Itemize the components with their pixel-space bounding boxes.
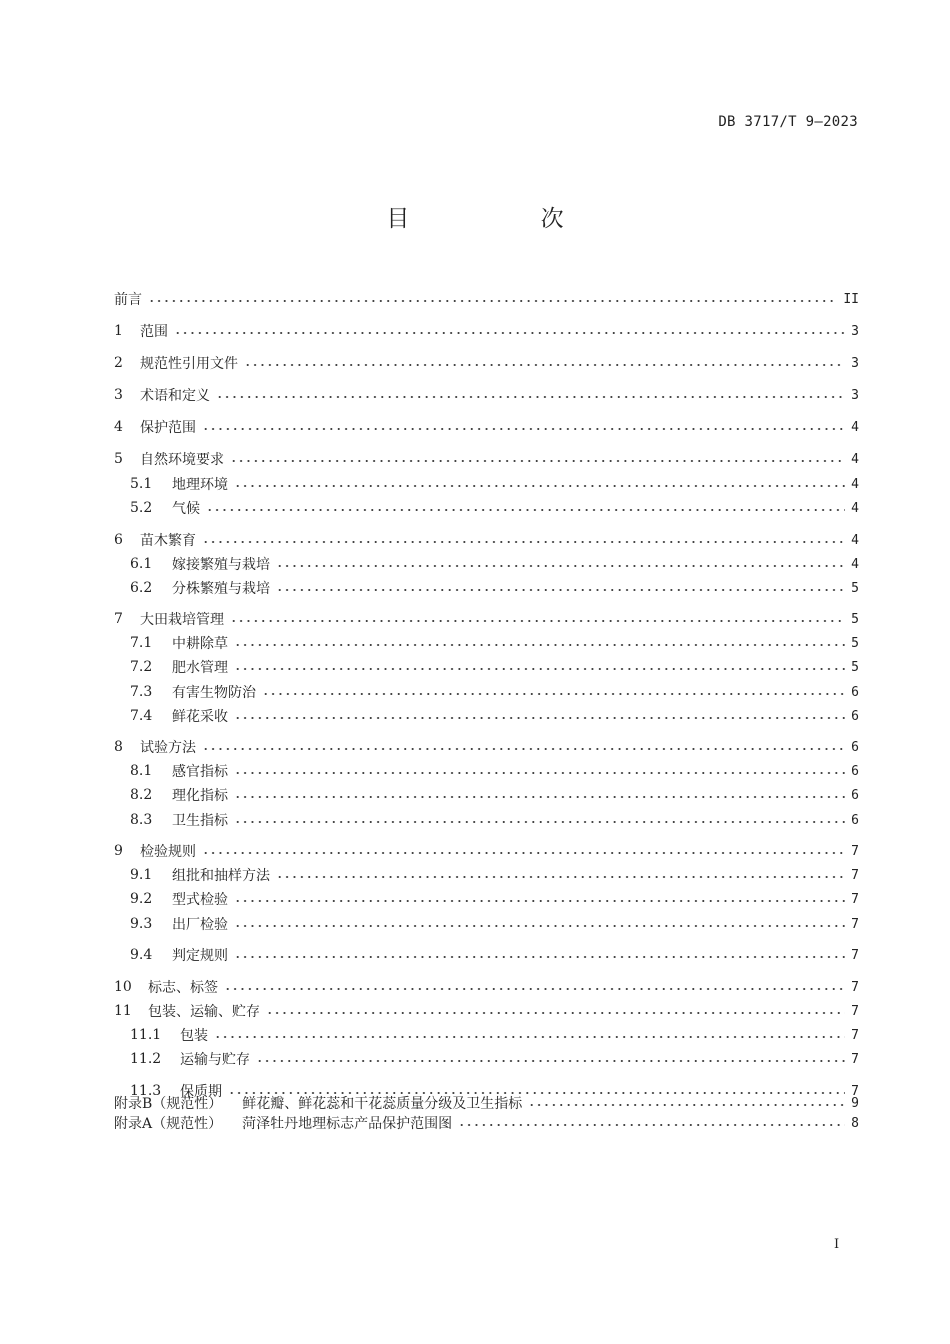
toc-entry[interactable] [114, 1000, 859, 1022]
toc-leader-dots [202, 748, 845, 750]
toc-entry-page: II [843, 291, 859, 307]
toc-entry-title: 地理环境 [172, 477, 228, 493]
toc-entry-number: 7.4 [130, 708, 153, 724]
toc-entry-number: 8.3 [130, 812, 153, 828]
toc-entry-number: 6.2 [130, 580, 153, 596]
toc-entry-page: 7 [851, 1003, 859, 1019]
toc-entry-number: 8.2 [130, 787, 153, 803]
toc-entry-page: 7 [851, 1027, 859, 1043]
toc-entry-title: 自然环境要求 [140, 452, 224, 468]
toc-entry-title: 前言 [114, 292, 142, 308]
toc-entry-page: 6 [851, 684, 859, 700]
toc-entry-number: 9.4 [130, 947, 153, 963]
toc-entry-number: 2 [114, 355, 123, 371]
toc-entry-page: 6 [851, 787, 859, 803]
toc-leader-dots [276, 589, 845, 591]
toc-entry-number: 8.1 [130, 763, 153, 779]
toc-leader-dots [216, 396, 845, 398]
page-number: I [834, 1237, 840, 1252]
toc-entry-title: 卫生指标 [172, 813, 228, 829]
toc-entry-number: 11.3 [130, 1083, 162, 1099]
toc-entry-page: 4 [851, 556, 859, 572]
toc-entry[interactable] [114, 705, 859, 727]
toc-entry[interactable] [114, 608, 859, 630]
toc-entry-page: 7 [851, 979, 859, 995]
toc-entry[interactable] [114, 760, 859, 782]
toc-entry-title: 肥水管理 [172, 660, 228, 676]
toc-entry[interactable] [114, 288, 859, 310]
toc-entry[interactable] [114, 1024, 859, 1046]
toc-entry-page: 3 [851, 387, 859, 403]
toc-entry[interactable] [114, 976, 859, 998]
toc-entry-page: 4 [851, 500, 859, 516]
toc-entry-number: 3 [114, 387, 123, 403]
toc-entry-title: 组批和抽样方法 [172, 868, 270, 884]
toc-entry-page: 7 [851, 1051, 859, 1067]
toc-entry-title: 分株繁殖与栽培 [172, 581, 270, 597]
toc-entry-page: 7 [851, 867, 859, 883]
toc-entry[interactable] [114, 944, 859, 966]
toc-entry[interactable] [114, 1092, 859, 1114]
toc-leader-dots [266, 1012, 845, 1014]
toc-entry[interactable] [114, 1048, 859, 1070]
toc-entry[interactable] [114, 913, 859, 935]
toc-entry-number: 9.1 [130, 867, 153, 883]
toc-entry-page: 5 [851, 659, 859, 675]
toc-entry-title: 包装、运输、贮存 [148, 1004, 260, 1020]
toc-entry-page: 6 [851, 739, 859, 755]
toc-entry-title: 检验规则 [140, 844, 196, 860]
toc-leader-dots [234, 900, 845, 902]
toc-leader-dots [230, 620, 845, 622]
toc-entry-title: 范围 [140, 324, 168, 340]
toc-entry-title: 嫁接繁殖与栽培 [172, 557, 270, 573]
toc-entry-title: 感官指标 [172, 764, 228, 780]
toc-leader-dots [234, 772, 845, 774]
toc-leader-dots [234, 717, 845, 719]
toc-entry-number: 8 [114, 739, 123, 755]
toc-entry-number: 10 [114, 979, 132, 995]
toc-entry[interactable] [114, 656, 859, 678]
toc-entry-title: 保护范围 [140, 420, 196, 436]
toc-entry-title: 术语和定义 [140, 388, 210, 404]
toc-leader-dots [224, 988, 845, 990]
toc-entry-title: 理化指标 [172, 788, 228, 804]
standard-code: DB 3717/T 9—2023 [718, 114, 858, 130]
toc-leader-dots [528, 1104, 845, 1106]
toc-leader-dots [458, 1124, 845, 1126]
toc-entry-number: 5 [114, 451, 123, 467]
toc-entry-title: 苗木繁育 [140, 533, 196, 549]
toc-entry-title: 鲜花瓣、鲜花蕊和干花蕊质量分级及卫生指标 [242, 1096, 523, 1112]
toc-entry-page: 5 [851, 611, 859, 627]
toc-leader-dots [234, 925, 845, 927]
toc-leader-dots [234, 644, 845, 646]
toc-entry-number: 11 [114, 1003, 132, 1019]
toc-entry-title: 标志、标签 [148, 980, 218, 996]
toc-entry-page: 6 [851, 708, 859, 724]
toc-entry-number: 9.3 [130, 916, 153, 932]
toc-leader-dots [234, 668, 845, 670]
toc-entry[interactable] [114, 809, 859, 831]
toc-leader-dots [262, 693, 845, 695]
toc-entry-number: 7 [114, 611, 123, 627]
toc-entry-page: 3 [851, 355, 859, 371]
toc-entry-number: 6 [114, 532, 123, 548]
toc-entry[interactable] [114, 416, 859, 438]
toc-entry-page: 7 [851, 947, 859, 963]
toc-leader-dots [230, 460, 845, 462]
toc-leader-dots [256, 1060, 845, 1062]
toc-leader-dots [234, 821, 845, 823]
toc-leader-dots [234, 796, 845, 798]
toc-entry-title: 气候 [172, 501, 200, 517]
toc-entry[interactable] [114, 448, 859, 470]
toc-leader-dots [244, 364, 845, 366]
toc-entry[interactable] [114, 577, 859, 599]
toc-entry[interactable] [114, 473, 859, 495]
toc-entry-title: 中耕除草 [172, 636, 228, 652]
toc-entry[interactable] [114, 681, 859, 703]
toc-entry[interactable] [114, 320, 859, 342]
toc-entry[interactable] [114, 840, 859, 862]
toc-entry-page: 3 [851, 323, 859, 339]
toc-entry-number: 11.1 [130, 1027, 162, 1043]
toc-leader-dots [234, 485, 845, 487]
toc-entry-number: 4 [114, 419, 123, 435]
toc-leader-dots [276, 876, 845, 878]
toc-entry[interactable] [114, 888, 859, 910]
toc-entry-page: 9 [851, 1095, 859, 1111]
toc-entry[interactable] [114, 553, 859, 575]
toc-entry-page: 4 [851, 476, 859, 492]
toc-entry-page: 7 [851, 1083, 859, 1099]
toc-entry-number: 1 [114, 323, 123, 339]
toc-entry-title: 菏泽牡丹地理标志产品保护范围图 [242, 1116, 453, 1132]
toc-leader-dots [202, 852, 845, 854]
toc-entry-number: 7.1 [130, 635, 153, 651]
toc-entry[interactable] [114, 497, 859, 519]
toc-entry[interactable] [114, 784, 859, 806]
toc-entry-number: 11.2 [130, 1051, 162, 1067]
toc-entry-number: 9.2 [130, 891, 153, 907]
toc-entry-number: 7.3 [130, 684, 153, 700]
toc-entry-page: 5 [851, 635, 859, 651]
toc-entry-number: 7.2 [130, 659, 153, 675]
toc-leader-dots [206, 509, 845, 511]
toc-title: 目 次 [386, 206, 626, 232]
toc-entry-title: 规范性引用文件 [140, 356, 238, 372]
toc-entry-page: 6 [851, 812, 859, 828]
toc-entry-number: 6.1 [130, 556, 153, 572]
toc-entry-page: 4 [851, 419, 859, 435]
toc-entry-title: 有害生物防治 [172, 685, 256, 701]
toc-entry-page: 4 [851, 532, 859, 548]
toc-entry-title: 试验方法 [140, 740, 196, 756]
toc-entry-page: 7 [851, 843, 859, 859]
toc-leader-dots [202, 541, 845, 543]
toc-leader-dots [174, 332, 845, 334]
toc-leader-dots [214, 1036, 845, 1038]
toc-entry[interactable] [114, 384, 859, 406]
toc-entry-number: 5.1 [130, 476, 153, 492]
toc-entry-title: 包装 [180, 1028, 208, 1044]
toc-entry-number: 5.2 [130, 500, 153, 516]
toc-entry-page: 7 [851, 916, 859, 932]
toc-entry[interactable] [114, 1112, 859, 1134]
toc-entry-title: 保质期 [180, 1084, 222, 1100]
toc-leader-dots [202, 428, 845, 430]
toc-leader-dots [276, 565, 845, 567]
toc-entry-title: 鲜花采收 [172, 709, 228, 725]
toc-entry[interactable] [114, 736, 859, 758]
toc-entry-page: 6 [851, 763, 859, 779]
toc-entry-page: 8 [851, 1115, 859, 1131]
toc-leader-dots [234, 956, 845, 958]
toc-entry[interactable] [114, 529, 859, 551]
toc-entry[interactable] [114, 632, 859, 654]
toc-entry-page: 5 [851, 580, 859, 596]
toc-entry-title: 出厂检验 [172, 917, 228, 933]
toc-entry-title: 型式检验 [172, 892, 228, 908]
toc-entry-title: 大田栽培管理 [140, 612, 224, 628]
toc-entry-page: 4 [851, 451, 859, 467]
toc-entry[interactable] [114, 352, 859, 374]
toc-entry-number: 9 [114, 843, 123, 859]
toc-entry-title: 运输与贮存 [180, 1052, 250, 1068]
toc-entry-page: 7 [851, 891, 859, 907]
toc-entry-number: 附录A（规范性） [114, 1116, 223, 1132]
toc-leader-dots [148, 300, 837, 302]
toc-entry-number: 附录B（规范性） [114, 1096, 223, 1112]
toc-entry[interactable] [114, 864, 859, 886]
toc-entry-title: 判定规则 [172, 948, 228, 964]
